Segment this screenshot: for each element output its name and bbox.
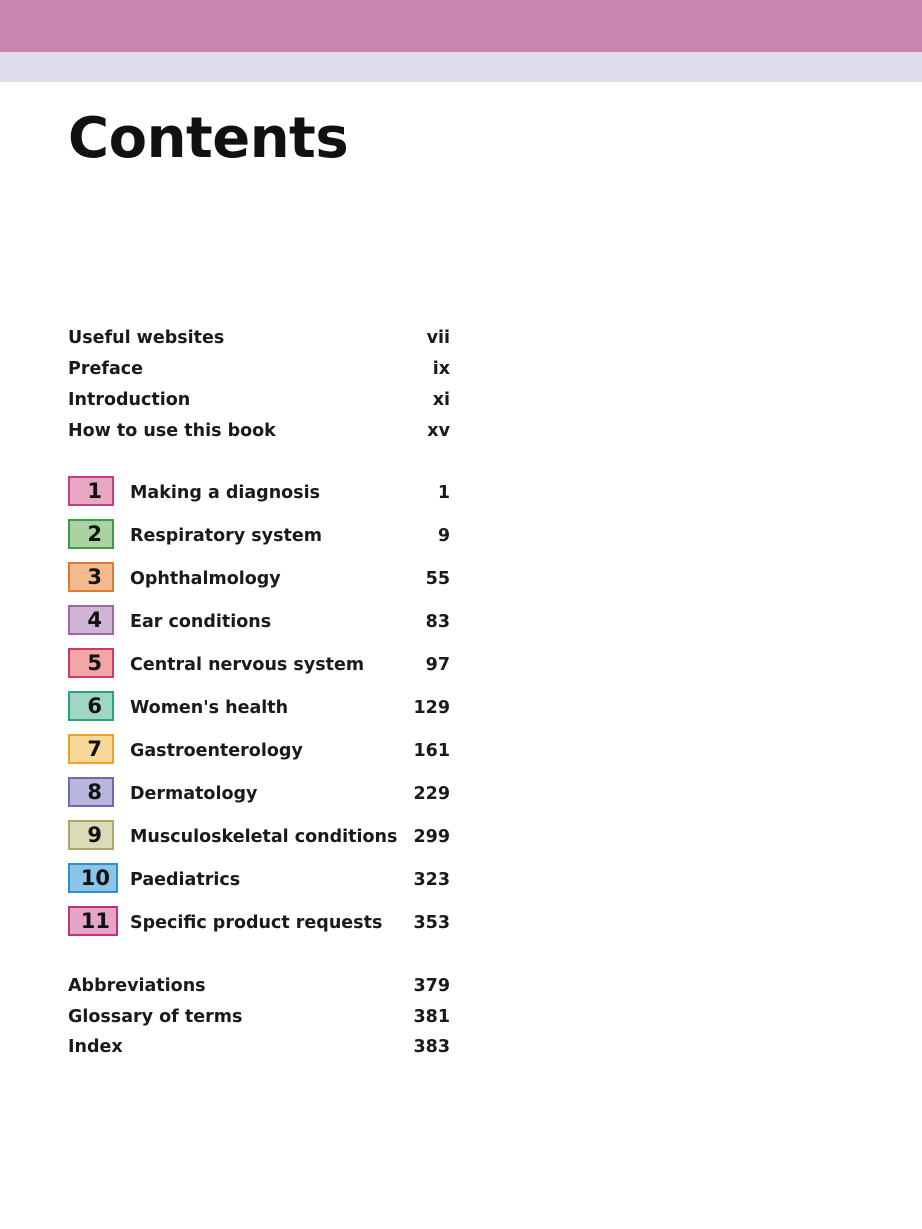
- toc-entry-page: ix: [432, 359, 450, 379]
- header-band: [0, 0, 922, 52]
- toc-entry-page: vii: [426, 328, 450, 348]
- toc-entry-label: Glossary of terms: [68, 1007, 243, 1027]
- toc-entry-page: xi: [432, 390, 450, 410]
- chapter-number-badge: 1: [68, 476, 114, 506]
- toc-entry-page: 381: [413, 1007, 450, 1027]
- toc-entry-label: Useful websites: [68, 328, 225, 348]
- chapter-number-badge: 5: [68, 648, 114, 678]
- chapter-entry-11[interactable]: [68, 906, 450, 940]
- toc-entry-introduction[interactable]: [68, 385, 450, 416]
- toc-entry-label: Index: [68, 1037, 123, 1057]
- chapter-page: 55: [425, 569, 450, 589]
- chapter-page: 129: [413, 698, 450, 718]
- chapter-page: 161: [413, 741, 450, 761]
- toc-entry-page: 379: [413, 976, 450, 996]
- chapter-page: 229: [413, 784, 450, 804]
- chapter-number-badge: 10: [68, 863, 118, 893]
- chapter-page: 299: [413, 827, 450, 847]
- toc-entry-label: Preface: [68, 359, 143, 379]
- chapter-entry-1[interactable]: [68, 476, 450, 510]
- chapter-page: 323: [413, 870, 450, 890]
- chapter-title: Central nervous system: [130, 655, 365, 675]
- header-subband: [0, 52, 922, 82]
- chapter-page: 97: [425, 655, 450, 675]
- toc-entry-glossary[interactable]: [68, 1002, 450, 1033]
- chapter-entry-7[interactable]: [68, 734, 450, 768]
- toc-entry-useful-websites[interactable]: [68, 323, 450, 354]
- chapter-number-badge: 9: [68, 820, 114, 850]
- toc-entry-how-to-use[interactable]: [68, 416, 450, 447]
- toc-entry-page: xv: [427, 421, 450, 441]
- toc-entry-label: Introduction: [68, 390, 191, 410]
- chapter-entry-9[interactable]: [68, 820, 450, 854]
- chapter-title: Gastroenterology: [130, 741, 303, 761]
- chapter-number-badge: 3: [68, 562, 114, 592]
- chapter-number-badge: 7: [68, 734, 114, 764]
- chapter-number-badge: 11: [68, 906, 118, 936]
- toc-entry-label: Abbreviations: [68, 976, 206, 996]
- chapter-number-badge: 4: [68, 605, 114, 635]
- chapter-title: Musculoskeletal conditions: [130, 827, 398, 847]
- toc-entry-label: How to use this book: [68, 421, 276, 441]
- chapter-page: 9: [437, 526, 450, 546]
- chapter-entry-10[interactable]: [68, 863, 450, 897]
- toc-entry-index[interactable]: [68, 1032, 450, 1063]
- chapter-entry-5[interactable]: [68, 648, 450, 682]
- toc-entry-preface[interactable]: [68, 354, 450, 385]
- chapter-title: Making a diagnosis: [130, 483, 321, 503]
- chapter-title: Specific product requests: [130, 913, 383, 933]
- chapter-number-badge: 2: [68, 519, 114, 549]
- chapter-page: 83: [425, 612, 450, 632]
- toc-entry-page: 383: [413, 1037, 450, 1057]
- chapter-page: 1: [437, 483, 450, 503]
- chapter-number-badge: 8: [68, 777, 114, 807]
- chapter-entry-8[interactable]: [68, 777, 450, 811]
- toc-entry-abbreviations[interactable]: [68, 971, 450, 1002]
- chapter-title: Ophthalmology: [130, 569, 281, 589]
- chapter-title: Women's health: [130, 698, 289, 718]
- chapter-title: Paediatrics: [130, 870, 241, 890]
- chapter-number-badge: 6: [68, 691, 114, 721]
- chapter-entry-6[interactable]: [68, 691, 450, 725]
- page-title: Contents: [68, 106, 349, 171]
- chapter-entry-4[interactable]: [68, 605, 450, 639]
- chapter-entry-3[interactable]: [68, 562, 450, 596]
- chapter-title: Ear conditions: [130, 612, 272, 632]
- chapter-title: Respiratory system: [130, 526, 322, 546]
- chapter-title: Dermatology: [130, 784, 258, 804]
- chapter-entry-2[interactable]: [68, 519, 450, 553]
- chapter-page: 353: [413, 913, 450, 933]
